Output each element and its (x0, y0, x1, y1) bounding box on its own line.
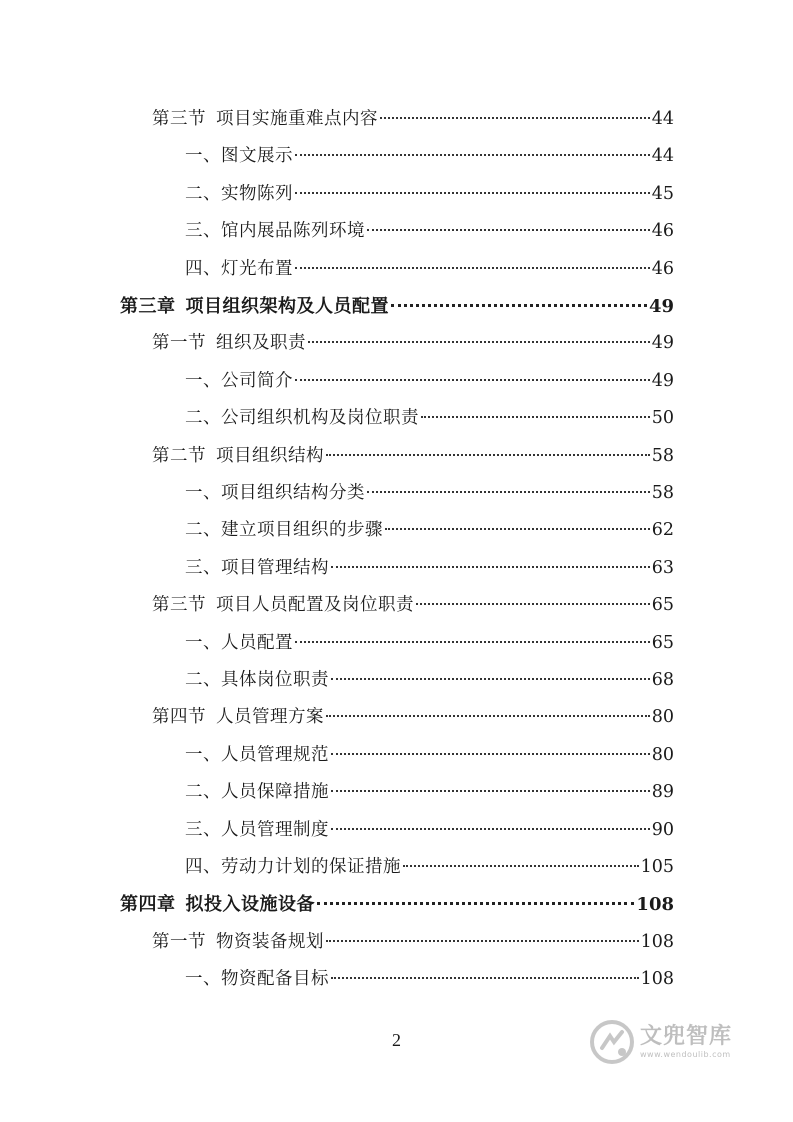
toc-entry-item[interactable] (185, 363, 674, 400)
toc-dot-leader (331, 790, 650, 792)
toc-dot-leader (380, 117, 650, 119)
toc-entry-label (152, 587, 414, 624)
toc-entry-title: 人员配置 (221, 632, 293, 653)
toc-entry-label (120, 886, 315, 923)
toc-entry-item[interactable] (185, 138, 674, 175)
toc-entry-label (185, 176, 293, 213)
toc-entry-page: 90 (651, 819, 674, 840)
toc-dot-leader (295, 379, 650, 381)
toc-entry-title: 项目实施重难点内容 (216, 109, 378, 129)
toc-entry-page: 58 (651, 445, 674, 466)
toc-entry-label (152, 699, 324, 736)
toc-entry-page: 89 (651, 782, 674, 803)
toc-entry-page: 108 (636, 894, 674, 916)
toc-entry-page: 44 (651, 109, 674, 129)
toc-entry-title: 人员管理方案 (216, 707, 324, 728)
toc-dot-leader (326, 940, 639, 942)
toc-entry-page: 62 (651, 520, 674, 541)
toc-entry-page: 46 (651, 258, 674, 279)
toc-entry-number: 二、 (185, 408, 221, 429)
toc-dot-leader (308, 341, 650, 343)
toc-entry-page: 46 (651, 221, 674, 242)
toc-dot-leader (295, 192, 650, 194)
toc-entry-page: 49 (651, 370, 674, 391)
toc-entry-title: 拟投入设施设备 (185, 894, 315, 916)
toc-entry-number: 第四节 (152, 707, 206, 728)
toc-dot-leader (385, 528, 650, 530)
toc-dot-leader (295, 641, 650, 643)
toc-entry-label (185, 662, 329, 699)
toc-entry-label (185, 363, 293, 400)
toc-entry-chapter[interactable] (120, 886, 674, 923)
toc-entry-item[interactable] (185, 737, 674, 774)
toc-entry-page: 45 (651, 183, 674, 204)
toc-entry-title: 物资装备规划 (216, 931, 324, 952)
toc-entry-title: 劳动力计划的保证措施 (221, 857, 401, 877)
toc-entry-title: 灯光布置 (221, 258, 293, 279)
toc-entry-number: 一、 (185, 483, 221, 503)
toc-dot-leader (391, 304, 647, 307)
toc-dot-leader (367, 229, 650, 231)
page-number: 2 (392, 1030, 401, 1050)
toc-entry-section[interactable] (152, 699, 674, 736)
toc-entry-item[interactable] (185, 662, 674, 699)
toc-entry-number: 第三章 (120, 296, 176, 317)
toc-entry-title: 项目组织结构 (216, 445, 324, 466)
toc-entry-page: 49 (648, 296, 674, 317)
toc-entry-page: 80 (651, 707, 674, 728)
toc-entry-chapter[interactable] (120, 288, 674, 325)
toc-dot-leader (331, 678, 650, 680)
toc-entry-label (185, 849, 401, 886)
toc-entry-number: 二、 (185, 520, 221, 541)
toc-entry-item[interactable] (185, 625, 674, 662)
toc-entry-label (185, 512, 383, 549)
watermark (588, 1018, 732, 1066)
toc-entry-label (185, 961, 329, 998)
toc-dot-leader (295, 154, 650, 156)
toc-entry-number: 第四章 (120, 894, 176, 916)
toc-entry-label (185, 774, 329, 811)
toc-entry-title: 项目人员配置及岗位职责 (216, 595, 414, 616)
toc-entry-label (185, 138, 293, 175)
toc-entry-label (152, 924, 324, 961)
toc-entry-page: 108 (640, 931, 674, 952)
toc-entry-section[interactable] (152, 924, 674, 961)
toc-entry-number: 一、 (185, 370, 221, 391)
toc-entry-page: 49 (651, 333, 674, 354)
toc-entry-number: 一、 (185, 146, 221, 167)
toc-dot-leader (317, 902, 634, 905)
toc-entry-page: 65 (651, 632, 674, 653)
toc-entry-number: 三、 (185, 221, 221, 242)
toc-entry-number: 三、 (185, 819, 221, 840)
toc-entry-item[interactable] (185, 251, 674, 288)
toc-dot-leader (331, 977, 639, 979)
toc-entry-item[interactable] (185, 550, 674, 587)
toc-entry-number: 第三节 (152, 109, 206, 129)
toc-entry-item[interactable] (185, 213, 674, 250)
toc-entry-item[interactable] (185, 176, 674, 213)
toc-entry-number: 二、 (185, 670, 221, 690)
toc-entry-section[interactable] (152, 101, 674, 138)
toc-entry-item[interactable] (185, 774, 674, 811)
toc-dot-leader (331, 566, 650, 568)
toc-entry-label (152, 438, 324, 475)
toc-entry-number: 第二节 (152, 445, 206, 466)
toc-entry-title: 公司组织机构及岗位职责 (221, 408, 419, 429)
toc-dot-leader (331, 828, 650, 830)
toc-entry-page: 63 (651, 557, 674, 578)
toc-entry-title: 具体岗位职责 (221, 670, 329, 690)
toc-entry-section[interactable] (152, 325, 674, 362)
toc-entry-title: 物资配备目标 (221, 969, 329, 990)
toc-entry-item[interactable] (185, 812, 674, 849)
toc-entry-number: 二、 (185, 782, 221, 803)
toc-entry-label (120, 288, 389, 325)
toc-entry-label (185, 251, 293, 288)
toc-entry-label (185, 400, 419, 437)
toc-entry-title: 项目组织架构及人员配置 (185, 296, 389, 317)
toc-entry-number: 第一节 (152, 333, 206, 354)
toc-entry-number: 一、 (185, 632, 221, 653)
toc-entry-label (185, 625, 293, 662)
toc-entry-title: 图文展示 (221, 146, 293, 167)
toc-entry-page: 44 (651, 146, 674, 167)
toc-entry-page: 50 (651, 408, 674, 429)
toc-entry-item[interactable] (185, 849, 674, 886)
toc-entry-item[interactable] (185, 475, 674, 512)
toc-entry-title: 组织及职责 (216, 333, 306, 354)
toc-dot-leader (326, 454, 650, 456)
toc-dot-leader (367, 491, 650, 493)
toc-entry-title: 建立项目组织的步骤 (221, 520, 383, 541)
toc-entry-number: 一、 (185, 744, 221, 765)
toc-entry-title: 人员保障措施 (221, 782, 329, 803)
watermark-url: www.wendoulib.com (640, 1050, 731, 1059)
toc-entry-title: 公司简介 (221, 370, 293, 391)
toc-entry-item[interactable] (185, 400, 674, 437)
toc-entry-page: 58 (651, 483, 674, 503)
toc-entry-title: 实物陈列 (221, 183, 293, 204)
toc-entry-title: 人员管理规范 (221, 744, 329, 765)
toc-entry-label (185, 550, 329, 587)
toc-entry-section[interactable] (152, 587, 674, 624)
toc-entry-item[interactable] (185, 512, 674, 549)
toc-entry-number: 二、 (185, 183, 221, 204)
toc-dot-leader (295, 267, 650, 269)
toc-dot-leader (403, 865, 639, 867)
toc-entry-label (185, 737, 329, 774)
watermark-title: 文兜智库 (640, 1024, 733, 1049)
toc-entry-number: 一、 (185, 969, 221, 990)
toc-entry-page: 80 (651, 744, 674, 765)
toc-dot-leader (331, 753, 650, 755)
toc-entry-number: 第三节 (152, 595, 206, 616)
toc-dot-leader (326, 715, 650, 717)
toc-entry-page: 68 (651, 670, 674, 690)
toc-entry-number: 第一节 (152, 931, 206, 952)
toc-entry-label (185, 213, 365, 250)
toc-entry-number: 三、 (185, 557, 221, 578)
toc-entry-number: 四、 (185, 857, 221, 877)
toc-entry-title: 项目管理结构 (221, 557, 329, 578)
toc-entry-label (152, 101, 378, 138)
toc-entry-label (185, 475, 365, 512)
toc-entry-page: 105 (640, 857, 674, 877)
toc-entry-label (152, 325, 306, 362)
toc-entry-item[interactable] (185, 961, 674, 998)
toc-entry-label (185, 812, 329, 849)
toc-entry-title: 人员管理制度 (221, 819, 329, 840)
toc-dot-leader (416, 603, 650, 605)
toc-entry-section[interactable] (152, 438, 674, 475)
toc-entry-page: 108 (640, 969, 674, 990)
watermark-logo-icon (588, 1018, 636, 1066)
toc-entry-page: 65 (651, 595, 674, 616)
toc-dot-leader (421, 416, 650, 418)
toc-entry-number: 四、 (185, 258, 221, 279)
toc-entry-title: 馆内展品陈列环境 (221, 221, 365, 242)
toc-entry-title: 项目组织结构分类 (221, 483, 365, 503)
